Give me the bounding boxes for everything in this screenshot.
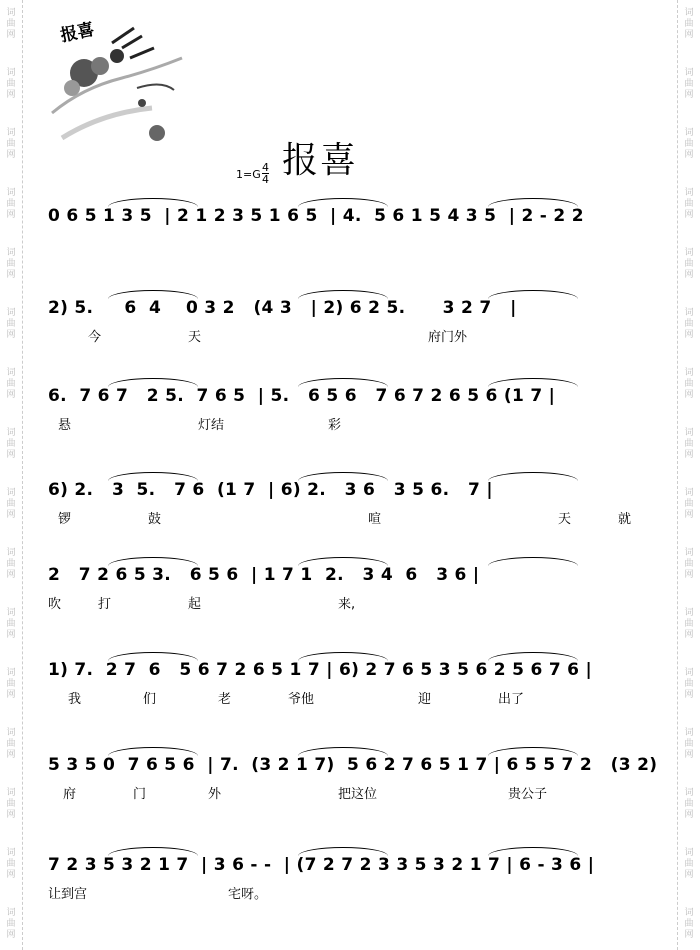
notation-line: 2) 5. 6 4 0 3 2 (4 3 | 2) 6 2 5. 3 2 7 |: [48, 298, 517, 318]
watermark-mark: 词曲网: [684, 248, 694, 280]
watermark-mark: 词曲网: [684, 608, 694, 640]
watermark-mark: 词曲网: [6, 608, 16, 640]
notation-line: 2 7 2 6 5 3. 6 5 6 | 1 7 1 2. 3 4 6 3 6 |: [48, 565, 480, 585]
lyric-word: 彩: [328, 418, 342, 433]
notation-line: 7 2 3 5 3 2 1 7 | 3 6 - - | (7 2 7 2 3 3 5 3 2 1 7 | 6 - 3 6 |: [48, 855, 595, 875]
watermark-mark: 词曲网: [6, 428, 16, 460]
slur-arc: [298, 652, 388, 661]
lyric-word: 出了: [498, 692, 525, 707]
key-signature: 1=G: [236, 168, 261, 181]
lyrics-line: [48, 508, 658, 528]
lyric-word: 来,: [338, 597, 356, 612]
slur-arc: [108, 747, 198, 756]
slur-arc: [108, 557, 198, 566]
watermark-mark: 词曲网: [684, 908, 694, 940]
slur-arc: [298, 290, 388, 299]
watermark-mark: 词曲网: [6, 8, 16, 40]
lyric-word: 吹: [48, 597, 62, 612]
lyric-word: 府: [63, 787, 77, 802]
slur-arc: [488, 652, 578, 661]
slur-arc: [108, 472, 198, 481]
watermark-mark: 词曲网: [6, 128, 16, 160]
slur-arc: [298, 557, 388, 566]
watermark-mark: 词曲网: [6, 908, 16, 940]
lyric-word: 贵公子: [508, 787, 548, 802]
lyrics-line: [48, 593, 658, 613]
lyric-word: 今: [88, 330, 102, 345]
notation-line: 1) 7. 2 7 6 5 6 7 2 6 5 1 7 | 6) 2 7 6 5 3 5 6 2 5 6 7 6 |: [48, 660, 593, 680]
lyric-word: 我: [68, 692, 82, 707]
watermark-mark: 词曲网: [684, 848, 694, 880]
watermark-mark: 词曲网: [6, 248, 16, 280]
slur-arc: [108, 847, 198, 856]
watermark-mark: 词曲网: [684, 668, 694, 700]
lyric-word: 老: [218, 692, 232, 707]
slur-arc: [488, 472, 578, 481]
watermark-mark: 词曲网: [6, 548, 16, 580]
slur-arc: [298, 472, 388, 481]
lyrics-line: [48, 326, 658, 346]
watermark-mark: 词曲网: [684, 68, 694, 100]
lyric-word: 外: [208, 787, 222, 802]
slur-arc: [298, 847, 388, 856]
lyric-word: 府门外: [428, 330, 468, 345]
watermark-mark: 词曲网: [6, 308, 16, 340]
time-signature-bottom: 4: [262, 173, 269, 186]
lyrics-line: [48, 783, 658, 803]
watermark-mark: 词曲网: [6, 848, 16, 880]
watermark-mark: 词曲网: [684, 728, 694, 760]
lyric-word: 爷他: [288, 692, 315, 707]
watermark-mark: 词曲网: [6, 68, 16, 100]
lyrics-line: [48, 234, 658, 254]
notation-line: 6) 2. 3 5. 7 6 (1 7 | 6) 2. 3 6 3 5 6. 7 |: [48, 480, 493, 500]
lyric-word: 锣: [58, 512, 72, 527]
slur-arc: [488, 847, 578, 856]
time-signature-top: 4: [262, 161, 269, 174]
lyrics-line: [48, 688, 658, 708]
watermark-mark: 词曲网: [684, 368, 694, 400]
logo-lettering: 报喜: [58, 19, 97, 47]
watermark-mark: 词曲网: [684, 8, 694, 40]
lyric-word: 宅呀。: [228, 887, 268, 902]
lyric-word: 天: [558, 512, 572, 527]
slur-arc: [108, 198, 198, 207]
lyric-word: 就: [618, 512, 632, 527]
notation-line: 6. 7 6 7 2 5. 7 6 5 | 5. 6 5 6 7 6 7 2 6 5 6 (1 7 |: [48, 386, 556, 406]
slur-arc: [298, 198, 388, 207]
lyric-word: 天: [188, 330, 202, 345]
watermark-mark: 词曲网: [6, 788, 16, 820]
lyric-word: 鼓: [148, 512, 162, 527]
slur-arc: [488, 557, 578, 566]
watermark-mark: 词曲网: [684, 128, 694, 160]
lyric-word: 喧: [368, 512, 382, 527]
slur-arc: [488, 747, 578, 756]
lyric-word: 迎: [418, 692, 432, 707]
slur-arc: [488, 198, 578, 207]
lyric-word: 打: [98, 597, 112, 612]
lyrics-line: [48, 883, 658, 903]
lyric-word: 门: [133, 787, 147, 802]
watermark-mark: 词曲网: [684, 308, 694, 340]
slur-arc: [488, 378, 578, 387]
song-title: 报喜: [282, 140, 359, 181]
watermark-mark: 词曲网: [6, 188, 16, 220]
lyric-word: 把这位: [338, 787, 378, 802]
slur-arc: [108, 378, 198, 387]
watermark-mark: 词曲网: [684, 188, 694, 220]
watermark-mark: 词曲网: [6, 488, 16, 520]
notation-line: 5 3 5 0 7 6 5 6 | 7. (3 2 1 7) 5 6 2 7 6 5 1 7 | 6 5 5 7 2 (3 2): [48, 755, 658, 775]
slur-arc: [488, 290, 578, 299]
notation-line: 0 6 5 1 3 5 | 2 1 2 3 5 1 6 5 | 4. 5 6 1 5 4 3 5 | 2 - 2 2: [48, 206, 584, 226]
lyric-word: 们: [143, 692, 157, 707]
watermark-mark: 词曲网: [684, 548, 694, 580]
time-signature: [262, 162, 269, 185]
lyrics-line: [48, 414, 658, 434]
slur-arc: [108, 290, 198, 299]
lyric-word: 悬: [58, 418, 72, 433]
watermark-mark: 词曲网: [684, 488, 694, 520]
lyric-word: 让到宫: [48, 887, 88, 902]
lyric-word: 灯结: [198, 418, 225, 433]
slur-arc: [298, 378, 388, 387]
watermark-mark: 词曲网: [684, 428, 694, 460]
right-watermark-strip: [677, 0, 700, 950]
watermark-mark: 词曲网: [6, 728, 16, 760]
left-watermark-strip: [0, 0, 23, 950]
lyric-word: 起: [188, 597, 202, 612]
watermark-mark: 词曲网: [6, 668, 16, 700]
watermark-mark: 词曲网: [6, 368, 16, 400]
watermark-mark: 词曲网: [684, 788, 694, 820]
slur-arc: [298, 747, 388, 756]
slur-arc: [108, 652, 198, 661]
